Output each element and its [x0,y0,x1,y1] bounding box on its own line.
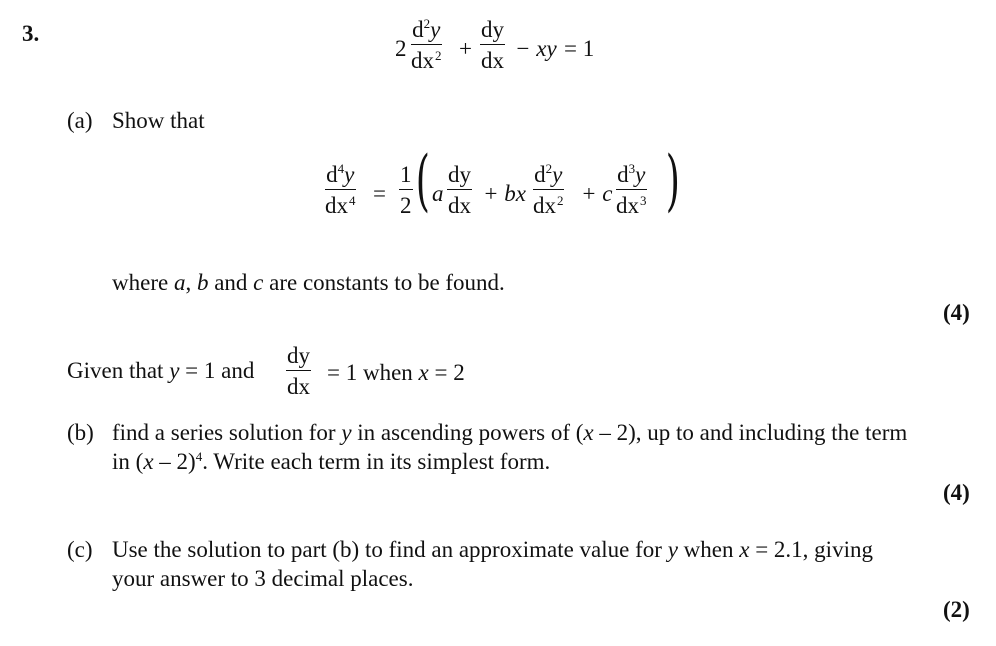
part-a-where-text: where a, b and c are constants to be found. [112,270,505,295]
part-c-line-2: your answer to 3 decimal places. [112,566,414,591]
part-a-text: Show that [112,108,205,133]
part-c-line-1: Use the solution to part (b) to find an approximate value for y when x = 2.1, giving [112,537,873,562]
part-a-dy-dx: $\frac{dy}{dx}$ [448,162,471,218]
main-eq-plus: + [459,36,472,61]
part-a-third-derivative: $\frac{d^3y}{dx^3}$ [616,161,647,218]
part-b-line-2: in (x – 2)$^4$. Write each term in its simplest form. [112,449,551,474]
part-a-second-derivative: $\frac{d^2y}{dx^2}$ [533,161,564,218]
part-a-left-paren: ( [415,142,430,219]
part-a-plus-bx: + bx [483,181,526,206]
part-a-fourth-derivative: $\frac{d^4y}{dx^4}$ [325,161,356,218]
given-condition: = 1 when x = 2 [327,360,465,385]
part-a-coef-a: a [432,181,444,206]
part-a-label: (a) [67,108,93,133]
part-b-line-1: find a series solution for y in ascending powers of (x – 2), up to and including the term [112,420,908,445]
main-eq-second-derivative: $\frac{d^2y}{dx^2}$ [411,16,442,73]
given-dy-dx: $\frac{dy}{dx}$ [287,343,310,399]
part-b-marks: (4) [943,480,970,505]
part-c-label: (c) [67,537,93,562]
part-a-plus-c: + c [581,181,613,206]
part-a-marks: (4) [943,300,970,325]
part-c-marks: (2) [943,597,970,622]
main-eq-coefficient: 2 [395,36,407,61]
part-b-label: (b) [67,420,94,445]
part-a-equals: = [373,181,386,206]
main-eq-first-derivative: $\frac{dy}{dx}$ [481,17,504,73]
part-a-half: $\frac{1}{2}$ [400,162,412,218]
main-eq-equals-one: = 1 [564,36,595,61]
main-eq-minus-xy: − xy [515,36,557,61]
part-a-right-paren: ) [665,142,680,219]
question-number: 3. [22,21,40,46]
given-text: Given that y = 1 and [67,358,255,383]
